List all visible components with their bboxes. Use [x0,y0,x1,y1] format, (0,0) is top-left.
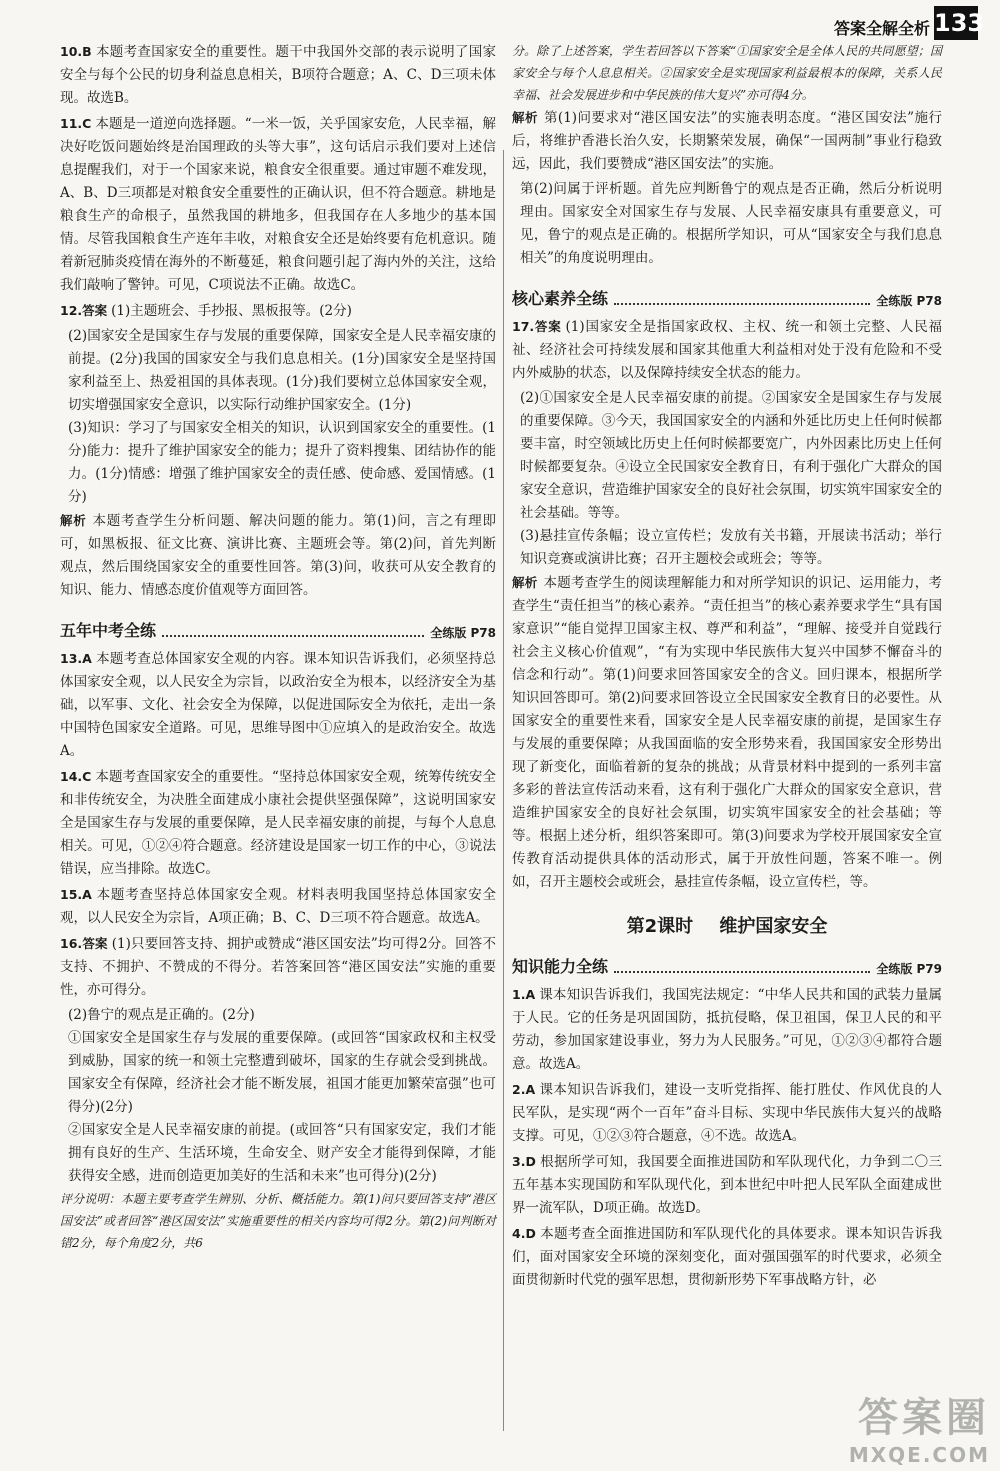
section-ref: 全练版 P78 [876,294,942,308]
column-divider [503,150,504,1431]
section-title: 核心素养全练 [512,289,609,308]
answer-text: 课本知识告诉我们，我国宪法规定：“中华人民共和国的武装力量属于人民。它的任务是巩固国防，抵抗侵略，保卫祖国，保卫人民的和平劳动，参加国家建设事业，努力为人民服务。”可见，①②③④都符合题意。故选A。 [512,987,942,1072]
analysis-text: 第(1)问要求对“港区国安法”的实施表明态度。“港区国安法”施行后，将维护香港长治久安，长期繁荣发展，确保“一国两制”事业行稳致远，因此，我们要赞成“港区国安法”的实施。 [512,110,942,172]
section-title: 五年中考全练 [60,621,157,640]
question-number: 4.D [512,1226,536,1241]
page-number: 133 [934,6,978,40]
section-ref: 全练版 P78 [430,626,496,640]
header-title: 答案全解全析 [833,19,930,38]
question-10 [60,40,496,110]
analysis-label: 解析 [512,575,538,590]
section-ref: 全练版 P79 [876,962,942,976]
watermark-logo [849,1386,990,1467]
answer-text: (1)只要回答支持、拥护或赞成“港区国安法”均可得2分。回答不支持、不拥护、不赞成的不得分。若答案回答“港区国安法”实施的重要性，亦可得分。 [60,936,496,998]
question-number: 2.A [512,1082,536,1097]
dotted-leader [614,971,870,973]
answer-text: 根据所学可知，我国要全面推进国防和军队现代化，力争到二〇三五年基本实现国防和军队现代化，到本世纪中叶把人民军队全面建成世界一流军队，D项正确。故选D。 [512,1154,942,1216]
answer-line [512,315,942,385]
answer-text: (2)国家安全是国家生存与发展的重要保障，国家安全是人民幸福安康的前提。(2分)我国的国家安全与我们息息相关。(1分)国家安全是坚持国家利益至上、热爱祖国的具体表现。(1分)我们要树立总体国家安全观，切实增强国家安全意识，以实际行动维护国家安全。(1分) [68,328,496,413]
question-number: 16.答案 [60,936,108,951]
question-13 [60,647,496,763]
question-15 [60,883,496,930]
answer-text: ①国家安全是国家生存与发展的重要保障。(或回答“国家政权和主权受到威胁，国家的统一和领土完整遭到破坏，国家的生存就会受到挑战。国家安全有保障，经济社会才能不断发展，祖国才能更加繁荣富强”也可得分)(2分) [68,1030,496,1115]
analysis [60,509,496,602]
question-16 [60,932,496,1254]
question-number: 3.D [512,1154,536,1169]
question-number: 14.C [60,769,92,784]
question-14 [60,765,496,881]
answer-text: (3)悬挂宣传条幅；设立宣传栏；发放有关书籍，开展读书活动；举行知识竞赛或演讲比赛；召开主题校会或班会；等等。 [520,528,942,567]
section-header-knowledge [512,954,942,977]
question-17 [512,315,942,894]
question-1 [512,983,942,1076]
analysis [512,571,942,894]
lesson-number: 第2课时 [626,916,694,937]
analysis-text: 第(2)问属于评析题。首先应判断鲁宁的观点是否正确，然后分析说明理由。国家安全对国家生存与发展、人民幸福安康具有重要意义，可见，鲁宁的观点是正确的。根据所学知识，可从“国家安全与我们息息相关”的角度说明理由。 [520,181,942,266]
answer-text: 本题考查全面推进国防和军队现代化的具体要求。课本知识告诉我们，面对国家安全环境的深刻变化，面对强国强军的时代要求，必须全面贯彻新时代党的强军思想，贯彻新形势下军事战略方针，必 [512,1226,942,1288]
question-number: 11.C [60,116,92,131]
left-column [60,40,496,1254]
section-title: 知识能力全练 [512,957,609,976]
question-number: 17.答案 [512,319,562,334]
question-number: 15.A [60,887,92,902]
answer-text: 本题是一道逆向选择题。“一米一饭，关乎国家安危，人民幸福，解决好吃饭问题始终是治国理政的头等大事”，这句话启示我们要对上述信息提醒我们，对于一个国家来说，粮食安全很重要。通过审题不难发现，A、B、D三项都是对粮食安全重要性的正确认识，但不符合题意。耕地是粮食生产的命根子，虽然我国的耕地多，但我国存在人多地少的基本国情。尽管我国粮食生产连年丰收，对粮食安全还是始终要有危机意识。随着新冠肺炎疫情在海外的不断蔓延，粮食问题引起了海内外的关注，这给我们敲响了警钟。可见，C项说法不正确。故选C。 [60,116,496,293]
page-header [0,0,1000,40]
question-number: 1.A [512,987,536,1002]
dotted-leader [614,303,870,305]
watermark-url: MXQE.COM [848,1443,990,1467]
analysis-text: 本题考查学生的阅读理解能力和对所学知识的识记、运用能力，考查学生“责任担当”的核心素养。“责任担当”的核心素养要求学生“具有国家意识”“能自觉捍卫国家主权、尊严和利益”，“理解、接受并自觉践行社会主义核心价值观”，“有为实现中华民族伟大复兴中国梦不懈奋斗的信念和行动”。第(1)问要求回答国家安全的含义。回归课本，根据所学知识回答即可。第(2)问要求回答设立全民国家安全教育日的必要性。从国家安全的重要性来看，国家安全是人民幸福安康的前提，是国家生存与发展的重要保障；从我国面临的安全形势来看，我国国家安全形势出现了新变化，面临着新的复杂的挑战；从背景材料中提到的一系列丰富多彩的普法宣传活动来看，这有利于强化广大群众的国家安全意识，营造维护国家安全的良好社会氛围，切实筑牢国家安全的社会基础；等等。根据上述分析，组织答案即可。第(3)问要求为学校开展国家安全宣传教育活动提供具体的活动形式，属于开放性问题，答案不唯一。例如，召开主题校会或班会，悬挂宣传条幅，设立宣传栏，等。 [512,575,942,890]
answer-text: 本题考查坚持总体国家安全观。材料表明我国坚持总体国家安全观，以人民安全为宗旨，A项正确；B、C、D三项不符合题意。故选A。 [60,887,496,926]
dotted-leader [162,635,424,637]
lesson-name: 维护国家安全 [719,916,828,937]
analysis-label: 解析 [60,513,87,528]
answer-text: (3)知识：学习了与国家安全相关的知识，认识到国家安全的重要性。(1分)能力：提升了维护国家安全的能力；提升了资料搜集、团结协作的能力。(1分)情感：增强了维护国家安全的责任感、使命感、爱国情感。(1分) [68,420,496,505]
question-number: 10.B [60,44,92,59]
section-header-core-literacy [512,286,942,309]
answer-text: (1)国家安全是指国家政权、主权、统一和领土完整、人民福祉、经济社会可持续发展和国家其他重大利益相对处于没有危险和不受内外威胁的状态，以及保障持续安全状态的能力。 [512,319,942,381]
analysis-text: 本题考查学生分析问题、解决问题的能力。第(1)问，言之有理即可，如黑板报、征文比赛、演讲比赛、主题班会等。第(2)问，首先判断观点，然后围绕国家安全的重要性回答。第(3)问，收获可从安全教育的知识、能力、情感态度价值观等方面回答。 [60,513,496,598]
question-3 [512,1150,942,1220]
question-number: 13.A [60,651,92,666]
answer-text: 本题考查国家安全的重要性。题干中我国外交部的表示说明了国家安全与每个公民的切身利益息息相关，B项符合题意；A、C、D三项未体现。故选B。 [60,44,496,106]
answer-text: 本题考查国家安全的重要性。“坚持总体国家安全观，统筹传统安全和非传统安全，为决胜全面建成小康社会提供坚强保障”，这说明国家安全是国家生存与发展的重要保障，是人民幸福安康的前提，与每个人息息相关。可见，①②④符合题意。经济建设是国家一切工作的中心，③说法错误，应当排除。故选C。 [60,769,496,877]
question-12 [60,299,496,602]
answer-text: (2)鲁宁的观点是正确的。(2分) [68,1007,255,1023]
answer-text: ②国家安全是人民幸福安康的前提。(或回答“只有国家安定，我们才能拥有良好的生产、生活环境，生命安全、财产安全才能得到保障，才能获得安全感，进而创造更加美好的生活和未来”也可得分)(2分) [68,1122,496,1184]
scoring-note-continued: 分。除了上述答案，学生若回答以下答案“①国家安全是全体人民的共同愿望；国家安全与每个人息息相关。②国家安全是实现国家利益最根本的保障，关系人民幸福、社会发展进步和中华民族的伟大复兴”亦可得4分。 [512,44,942,102]
answer-text: 课本知识告诉我们，建设一支听党指挥、能打胜仗、作风优良的人民军队，是实现“两个一百年”奋斗目标、实现中华民族伟大复兴的战略支撑。可见，①②③符合题意，④不选。故选A。 [512,1082,942,1144]
question-2 [512,1078,942,1148]
analysis-label: 解析 [512,110,538,125]
question-number: 12.答案 [60,303,108,318]
analysis [512,106,942,176]
question-11 [60,112,496,297]
watermark-text: 答案圈 [858,1395,990,1441]
lesson-title [512,912,942,938]
answer-line [60,932,496,1002]
section-header-five-year [60,618,496,641]
answer-line [60,299,496,323]
answer-text: (1)主题班会、手抄报、黑板报等。(2分) [111,303,352,319]
answer-text: 本题考查总体国家安全观的内容。课本知识告诉我们，必须坚持总体国家安全观，以人民安全为宗旨，以政治安全为根本，以经济安全为基础，以军事、文化、社会安全为保障，以促进国际安全为依托，走出一条中国特色国家安全道路。可见，思维导图中①应填入的是政治安全。故选A。 [60,651,496,759]
right-column [512,40,942,1294]
scoring-note: 评分说明：本题主要考查学生辨别、分析、概括能力。第(1)问只要回答支持“港区国安法”或者回答“港区国安法”实施重要性的相关内容均可得2分。第(2)问判断对错2分，每个角度2分，共6 [60,1192,496,1250]
question-4 [512,1222,942,1292]
answer-text: (2)①国家安全是人民幸福安康的前提。②国家安全是国家生存与发展的重要保障。③今天，我国国家安全的内涵和外延比历史上任何时候都要丰富，时空领域比历史上任何时候都要宽广，内外因素比历史上任何时候都要复杂。④设立全民国家安全教育日，有利于强化广大群众的国家安全意识，营造维护国家安全的良好社会氛围，切实筑牢国家安全的社会基础。等等。 [520,390,942,521]
